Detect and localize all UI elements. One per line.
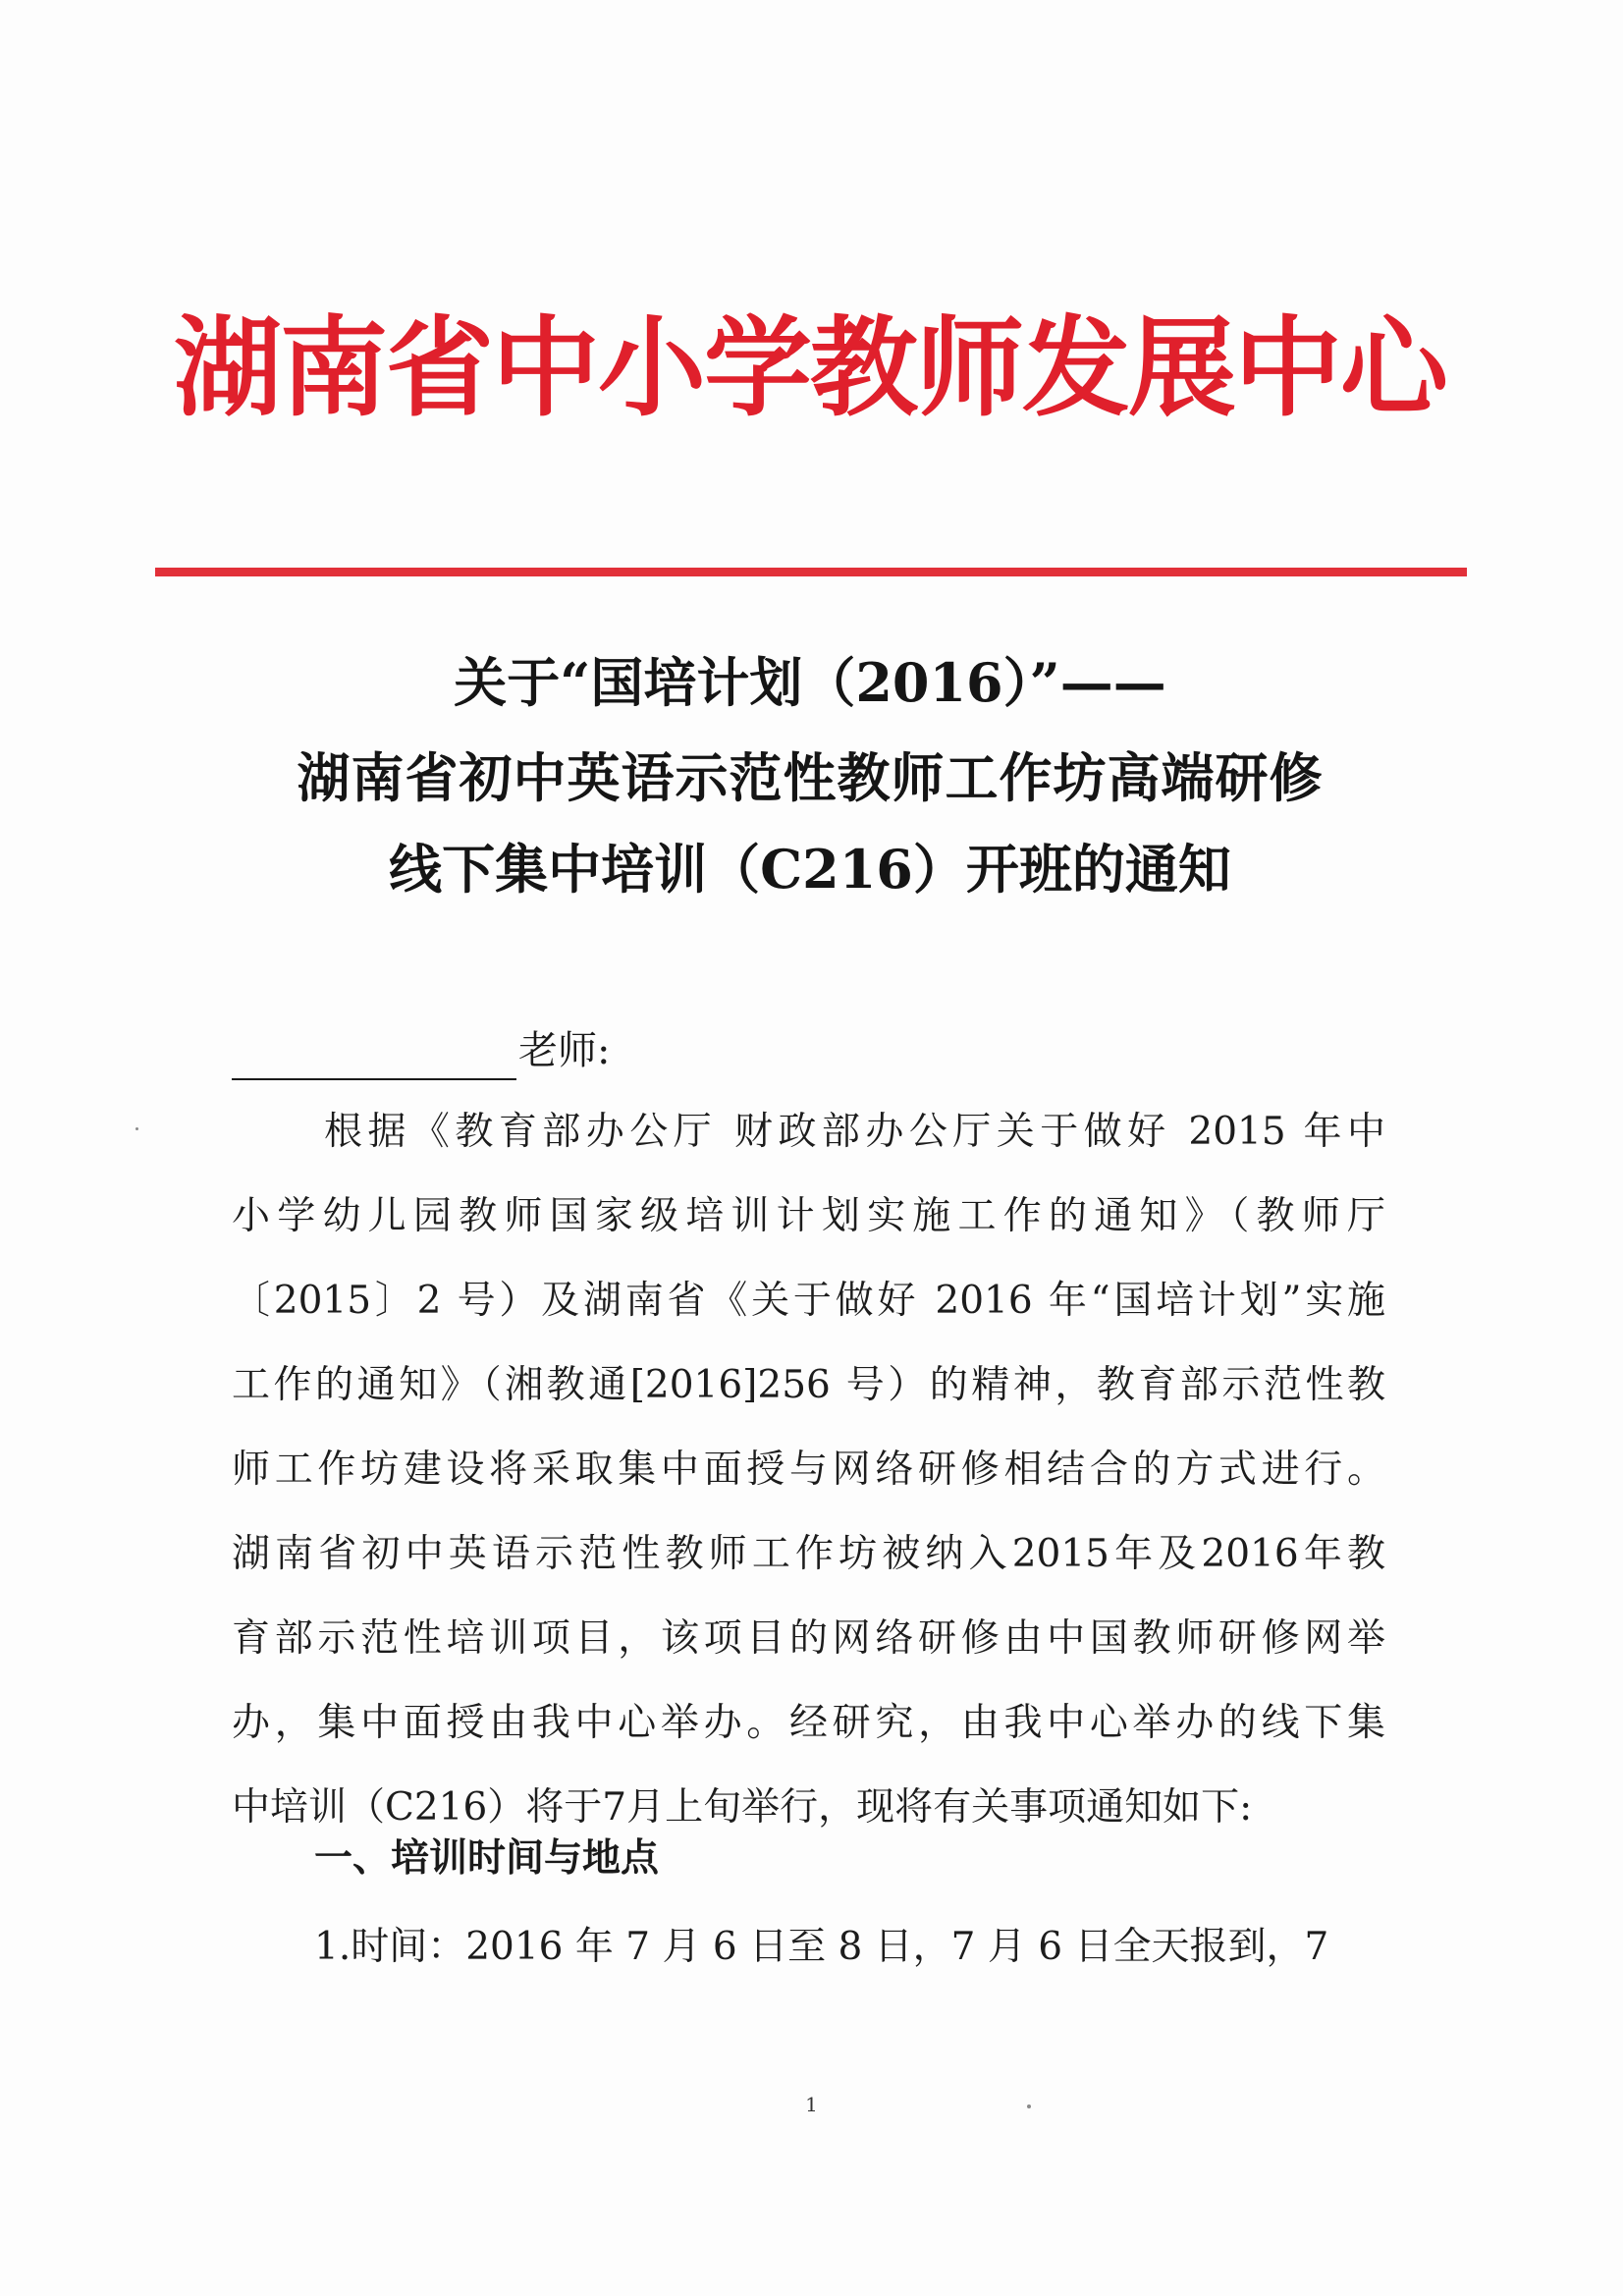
scan-speck bbox=[1027, 2105, 1031, 2108]
section-heading-training-time-place: 一、培训时间与地点 bbox=[314, 1836, 660, 1881]
body-line: 师工作坊建设将采取集中面授与网络研修相结合的方式进行。 bbox=[232, 1448, 1385, 1492]
body-line: 根据《教育部办公厅 财政部办公厅关于做好 2015 年中 bbox=[324, 1110, 1385, 1154]
body-line: 工作的通知》（湘教通[2016]256 号）的精神，教育部示范性教 bbox=[232, 1363, 1385, 1407]
organization-letterhead: 湖南省中小学教师发展中心 bbox=[174, 305, 1446, 431]
recipient-name-blank bbox=[232, 1035, 516, 1080]
notice-title-line-2: 湖南省初中英语示范性教师工作坊高端研修 bbox=[297, 746, 1324, 809]
body-line: 小学幼儿园教师国家级培训计划实施工作的通知》（教师厅 bbox=[232, 1194, 1385, 1238]
notice-title-line-3: 线下集中培训（C216）开班的通知 bbox=[389, 838, 1231, 901]
page-number: 1 bbox=[805, 2093, 818, 2116]
notice-title-line-1: 关于“国培计划（2016）”—— bbox=[454, 651, 1166, 714]
training-time-item: 1.时间：2016 年 7 月 6 日至 8 日，7 月 6 日全天报到，7 bbox=[314, 1925, 1329, 1969]
body-line: 办，集中面授由我中心举办。经研究，由我中心举办的线下集 bbox=[232, 1701, 1385, 1745]
salutation bbox=[232, 1021, 610, 1080]
body-line: 湖南省初中英语示范性教师工作坊被纳入2015年及2016年教 bbox=[232, 1532, 1385, 1576]
body-line: 〔2015〕2 号）及湖南省《关于做好 2016 年“国培计划”实施 bbox=[232, 1279, 1385, 1323]
body-line: 中培训（C216）将于7月上旬举行，现将有关事项通知如下: bbox=[232, 1785, 1253, 1830]
red-divider-rule bbox=[155, 568, 1467, 576]
body-line: 育部示范性培训项目，该项目的网络研修由中国教师研修网举 bbox=[232, 1616, 1385, 1661]
scan-speck bbox=[135, 1127, 138, 1130]
salutation-suffix: 老师: bbox=[518, 1028, 611, 1073]
